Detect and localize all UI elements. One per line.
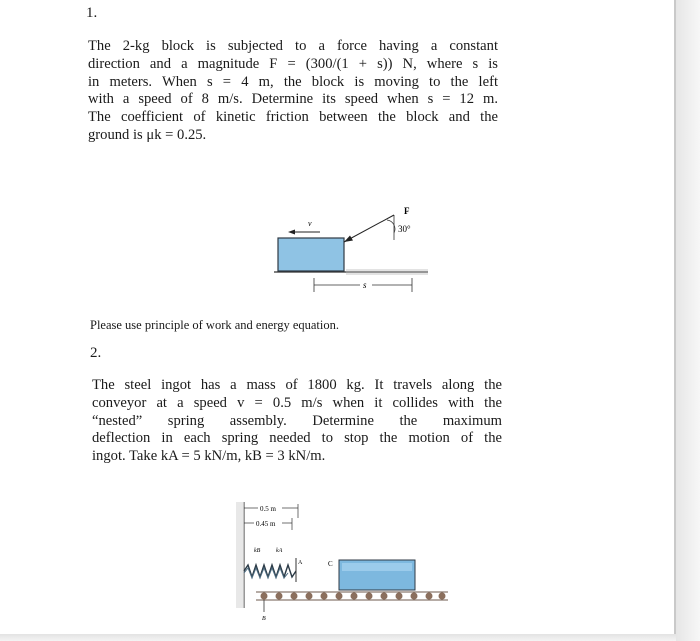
problem1-line-2: direction and a magnitude F = (300/(1 + s)) N, where s is — [88, 55, 498, 72]
problem2-line-2: conveyor at a speed v = 0.5 m/s when it collides with the — [92, 394, 502, 411]
problem2-line-3: “nested” spring assembly. Determine the maximum — [92, 412, 502, 429]
problem1-line-3: in meters. When s = 4 m, the block is moving to the left — [88, 73, 498, 90]
ingot-highlight — [342, 563, 412, 571]
problem1-line-4: with a speed of 8 m/s. Determine its speed when s = 12 m. — [88, 91, 498, 108]
angle-label: 30° — [398, 224, 411, 234]
force-arrowhead — [344, 236, 353, 243]
problem1-number: 1. — [86, 5, 98, 21]
spring-a — [244, 565, 296, 577]
spring-assembly-figure — [232, 496, 456, 631]
page-bottom-edge — [0, 634, 676, 641]
point-a-label: A — [298, 560, 303, 566]
velocity-label: v — [308, 219, 312, 228]
wall-hatch — [236, 502, 244, 608]
problem2-text — [92, 377, 502, 466]
problem2-number: 2. — [90, 345, 102, 361]
force-arrow — [344, 215, 394, 242]
spring-b-label: kB — [254, 548, 261, 554]
problem2-line-5: ingot. Take kA = 5 kN/m, kB = 3 kN/m. — [92, 448, 326, 465]
position-label: s — [363, 280, 367, 290]
point-b-label: B — [262, 616, 266, 622]
block — [278, 238, 344, 271]
problem1-line-1: The 2-kg block is subjected to a force having a constant — [88, 38, 498, 54]
block-force-figure — [268, 200, 448, 300]
problem2-line-4: deflection in each spring needed to stop the motion of the — [92, 430, 502, 447]
problem1-text — [88, 38, 498, 145]
point-c-label: C — [328, 560, 333, 568]
page-margin-shadow — [676, 0, 700, 641]
problem1-line-6: ground is μk = 0.25. — [88, 126, 207, 143]
conveyor-rollers — [261, 593, 446, 600]
problem2-line-1: The steel ingot has a mass of 1800 kg. It travels along the — [92, 377, 502, 393]
problem1-line-5: The coefficient of kinetic friction between the block and the — [88, 109, 498, 126]
force-label: F — [404, 206, 410, 216]
velocity-arrowhead — [288, 230, 295, 235]
spring-a-label: kA — [276, 548, 283, 554]
dim-outer-label: 0.5 m — [260, 505, 276, 513]
dim-inner-label: 0.45 m — [256, 520, 276, 528]
instruction-text: Please use principle of work and energy equation. — [90, 318, 339, 332]
